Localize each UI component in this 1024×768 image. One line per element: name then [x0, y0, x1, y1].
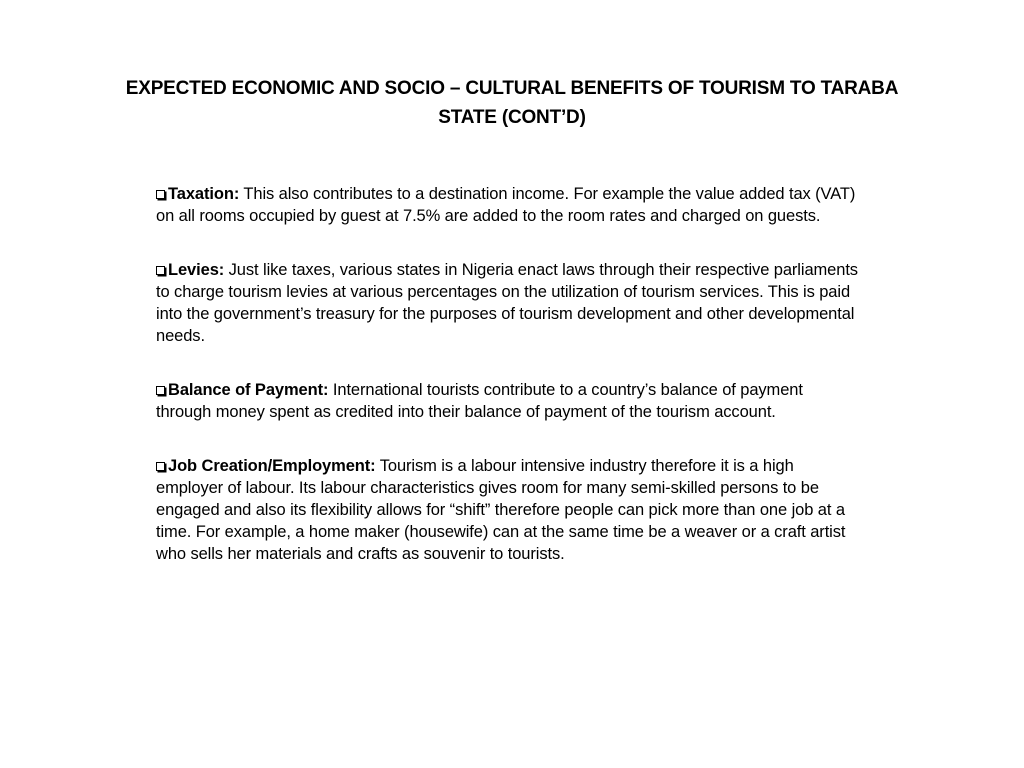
- checkbox-bullet-icon: [156, 462, 165, 471]
- list-item-job-creation: [156, 455, 860, 565]
- bullet-list: [156, 183, 860, 597]
- item-term: Taxation:: [168, 185, 240, 203]
- list-item-balance-of-payment: [156, 379, 860, 423]
- item-text: International tourists contribute to a country’s balance of payment through money spent as credited into their balance of payment of the tourism account.: [156, 381, 803, 421]
- checkbox-bullet-icon: [156, 386, 165, 395]
- item-text: Tourism is a labour intensive industry therefore it is a high employer of labour. Its labour characteristics gives room for many semi-skilled persons to be engaged and also its flexibility allows for “shift” therefore people can pick more than one job at a time. For example, a home maker (housewife) can at the same time be a weaver or a craft artist who sells her materials and crafts as souvenir to tourists.: [156, 457, 846, 563]
- slide-title: EXPECTED ECONOMIC AND SOCIO – CULTURAL BENEFITS OF TOURISM TO TARABA STATE (CONT’D): [125, 78, 899, 128]
- item-term: Balance of Payment:: [168, 381, 329, 399]
- list-item-levies: [156, 259, 860, 347]
- item-text: Just like taxes, various states in Nigeria enact laws through their respective parliaments to charge tourism levies at various percentages on the utilization of tourism services. This is paid into the government’s treasury for the purposes of tourism development and other developmental needs.: [156, 261, 858, 345]
- checkbox-bullet-icon: [156, 190, 165, 199]
- list-item-taxation: [156, 183, 860, 227]
- item-text: This also contributes to a destination income. For example the value added tax (VAT) on all rooms occupied by guest at 7.5% are added to the room rates and charged on guests.: [156, 185, 856, 225]
- item-term: Job Creation/Employment:: [168, 457, 376, 475]
- item-term: Levies:: [168, 261, 225, 279]
- checkbox-bullet-icon: [156, 266, 165, 275]
